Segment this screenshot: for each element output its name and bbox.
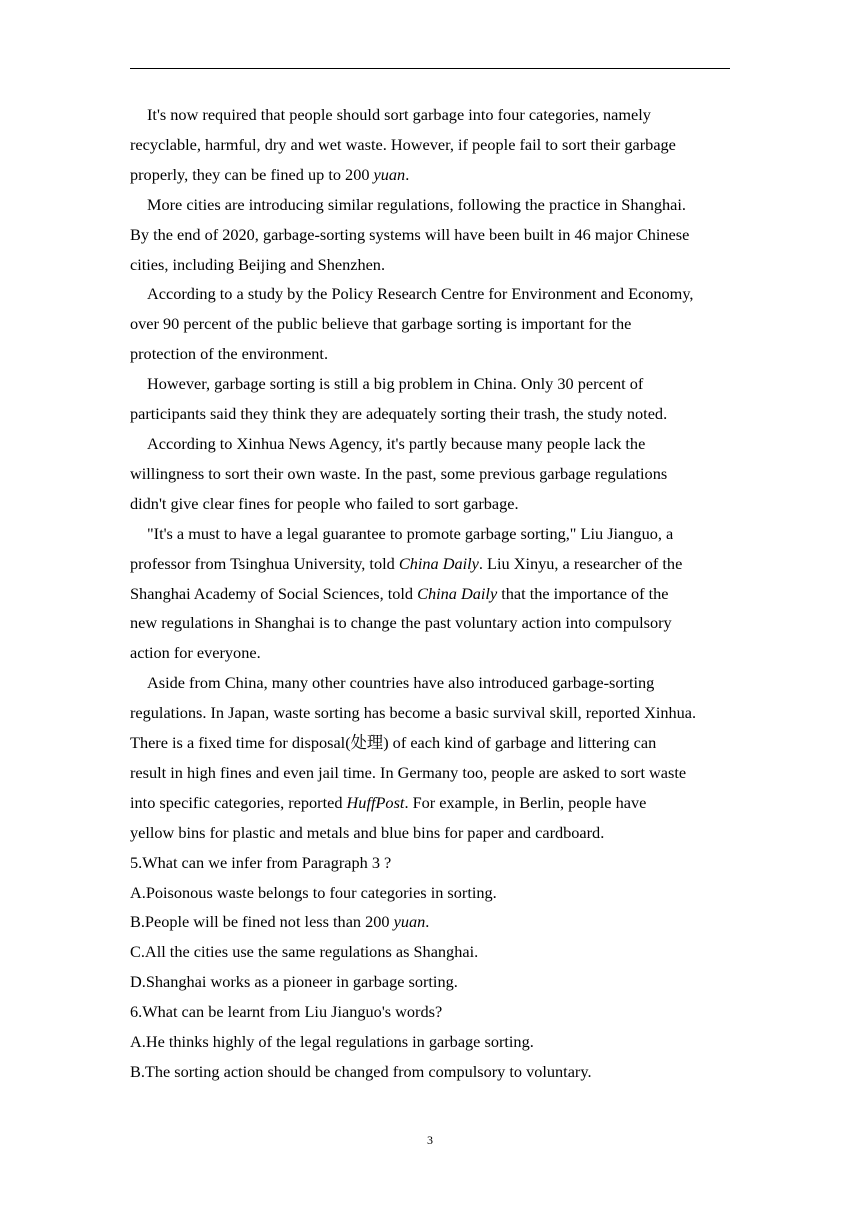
paragraph-line: Aside from China, many other countries have also introduced garbage-sorting [147, 673, 655, 693]
text-run: . For example, in Berlin, people have [404, 792, 647, 812]
question-5-option-d[interactable]: D.Shanghai works as a pioneer in garbage sorting. [130, 972, 458, 992]
paragraph-line: recyclable, harmful, dry and wet waste. However, if people fail to sort their garbage [130, 134, 676, 154]
paragraph-line: result in high fines and even jail time. In Germany too, people are asked to sort waste [130, 762, 687, 782]
paragraph-line: over 90 percent of the public believe that garbage sorting is important for the [130, 314, 632, 334]
paragraph-line [130, 549, 740, 579]
text-run: professor from Tsinghua University, told [130, 553, 399, 573]
text-run: into specific categories, reported [130, 792, 347, 812]
paragraph-line: By the end of 2020, garbage-sorting systems will have been built in 46 major Chinese [130, 224, 690, 244]
question-5-option-c[interactable]: C.All the cities use the same regulations as Shanghai. [130, 942, 479, 962]
page-content [130, 100, 740, 1087]
paragraph-line: It's now required that people should sort garbage into four categories, namely [147, 105, 651, 124]
paragraph-line: yellow bins for plastic and metals and blue bins for paper and cardboard. [130, 822, 605, 842]
text-run: that the importance of the [497, 583, 669, 603]
italic-text: China Daily [417, 583, 498, 603]
paragraph-line: protection of the environment. [130, 344, 329, 364]
header-rule [130, 68, 730, 69]
text-run: . Liu Xinyu, a researcher of the [478, 553, 683, 573]
paragraph-line: According to Xinhua News Agency, it's partly because many people lack the [147, 433, 646, 453]
paragraph-line: However, garbage sorting is still a big problem in China. Only 30 percent of [147, 374, 644, 394]
italic-text: HuffPost [346, 792, 405, 812]
paragraph-2 [130, 190, 740, 280]
paragraph-line: willingness to sort their own waste. In the past, some previous garbage regulations [130, 463, 668, 483]
paragraph-4 [130, 369, 740, 429]
italic-text: China Daily [398, 553, 479, 573]
paragraph-7 [130, 668, 740, 847]
question-6-option-a[interactable]: A.He thinks highly of the legal regulations in garbage sorting. [130, 1032, 534, 1052]
text-run: B.People will be fined not less than 200 [130, 912, 394, 932]
italic-text: yuan [373, 164, 406, 184]
question-5-stem: 5.What can we infer from Paragraph 3 ? [130, 852, 392, 872]
text-run: . [405, 164, 410, 184]
question-5-option-b[interactable] [130, 907, 740, 937]
paragraph-line: More cities are introducing similar regulations, following the practice in Shanghai. [147, 194, 686, 214]
paragraph-line: "It's a must to have a legal guarantee to promote garbage sorting," Liu Jianguo, a [147, 523, 674, 543]
paragraph-line [130, 160, 740, 190]
text-run: . [425, 912, 430, 932]
question-6-stem: 6.What can be learnt from Liu Jianguo's words? [130, 1002, 443, 1022]
paragraph-line [130, 579, 740, 609]
text-run: Shanghai Academy of Social Sciences, told [130, 583, 418, 603]
paragraph-line: didn't give clear fines for people who failed to sort garbage. [130, 493, 519, 513]
paragraph-line [130, 788, 740, 818]
question-6-option-b[interactable]: B.The sorting action should be changed from compulsory to voluntary. [130, 1062, 592, 1081]
paragraph-line: participants said they think they are adequately sorting their trash, the study noted. [130, 404, 668, 424]
paragraph-line: According to a study by the Policy Research Centre for Environment and Economy, [147, 284, 694, 304]
paragraph-6 [130, 519, 740, 669]
paragraph-5 [130, 429, 740, 519]
paragraph-3 [130, 279, 740, 369]
page-number: 3 [427, 1133, 433, 1147]
paragraph-line: There is a fixed time for disposal(处理) of each kind of garbage and littering can [130, 733, 657, 753]
paragraph-line: cities, including Beijing and Shenzhen. [130, 254, 386, 274]
question-5-option-a[interactable]: A.Poisonous waste belongs to four categories in sorting. [130, 882, 497, 902]
italic-text: yuan [393, 912, 426, 932]
paragraph-line: action for everyone. [130, 643, 261, 663]
text-run: properly, they can be fined up to 200 [130, 164, 374, 184]
paragraph-line: new regulations in Shanghai is to change the past voluntary action into compulsory [130, 613, 672, 633]
paragraph-line: regulations. In Japan, waste sorting has become a basic survival skill, reported Xinhua. [130, 703, 697, 723]
paragraph-1 [130, 100, 740, 190]
